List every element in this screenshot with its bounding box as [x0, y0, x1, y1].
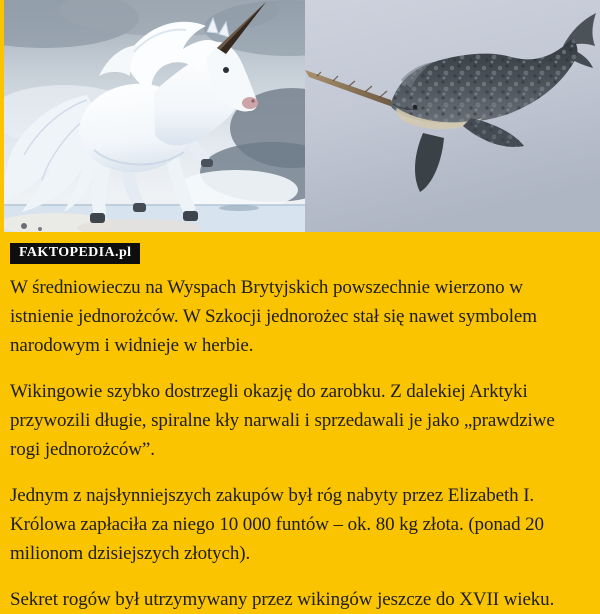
unicorn-illustration — [4, 0, 305, 232]
fact-paragraph-2: Wikingowie szybko dostrzegli okazję do zarobku. Z dalekiej Arktyki przywozili długie, spiralne kły narwali i sprzedawali je jako „prawdziwe rogi jednorożców”. — [10, 381, 555, 460]
unicorn-photo — [4, 0, 305, 232]
narwhal-photo — [305, 0, 600, 232]
fact-text — [10, 273, 576, 614]
fact-paragraph-4: Sekret rogów był utrzymywany przez wikingów jeszcze do XVII wieku. — [10, 589, 555, 610]
narwhal-illustration — [305, 0, 600, 232]
photo-strip — [0, 0, 600, 232]
fact-section — [0, 232, 600, 614]
faktopedia-logo: FAKTOPEDIA.pl — [10, 243, 140, 264]
fact-paragraph-3: Jednym z najsłynniejszych zakupów był róg nabyty przez Elizabeth I. Królowa zapłaciła za niego 10 000 funtów – ok. 80 kg złota. (ponad 20 milionom dzisiejszych złotych). — [10, 485, 544, 564]
fact-paragraph-1: W średniowieczu na Wyspach Brytyjskich powszechnie wierzono w istnienie jednorożców. W Szkocji jednorożec stał się nawet symbolem narodowym i widnieje w herbie. — [10, 277, 537, 356]
